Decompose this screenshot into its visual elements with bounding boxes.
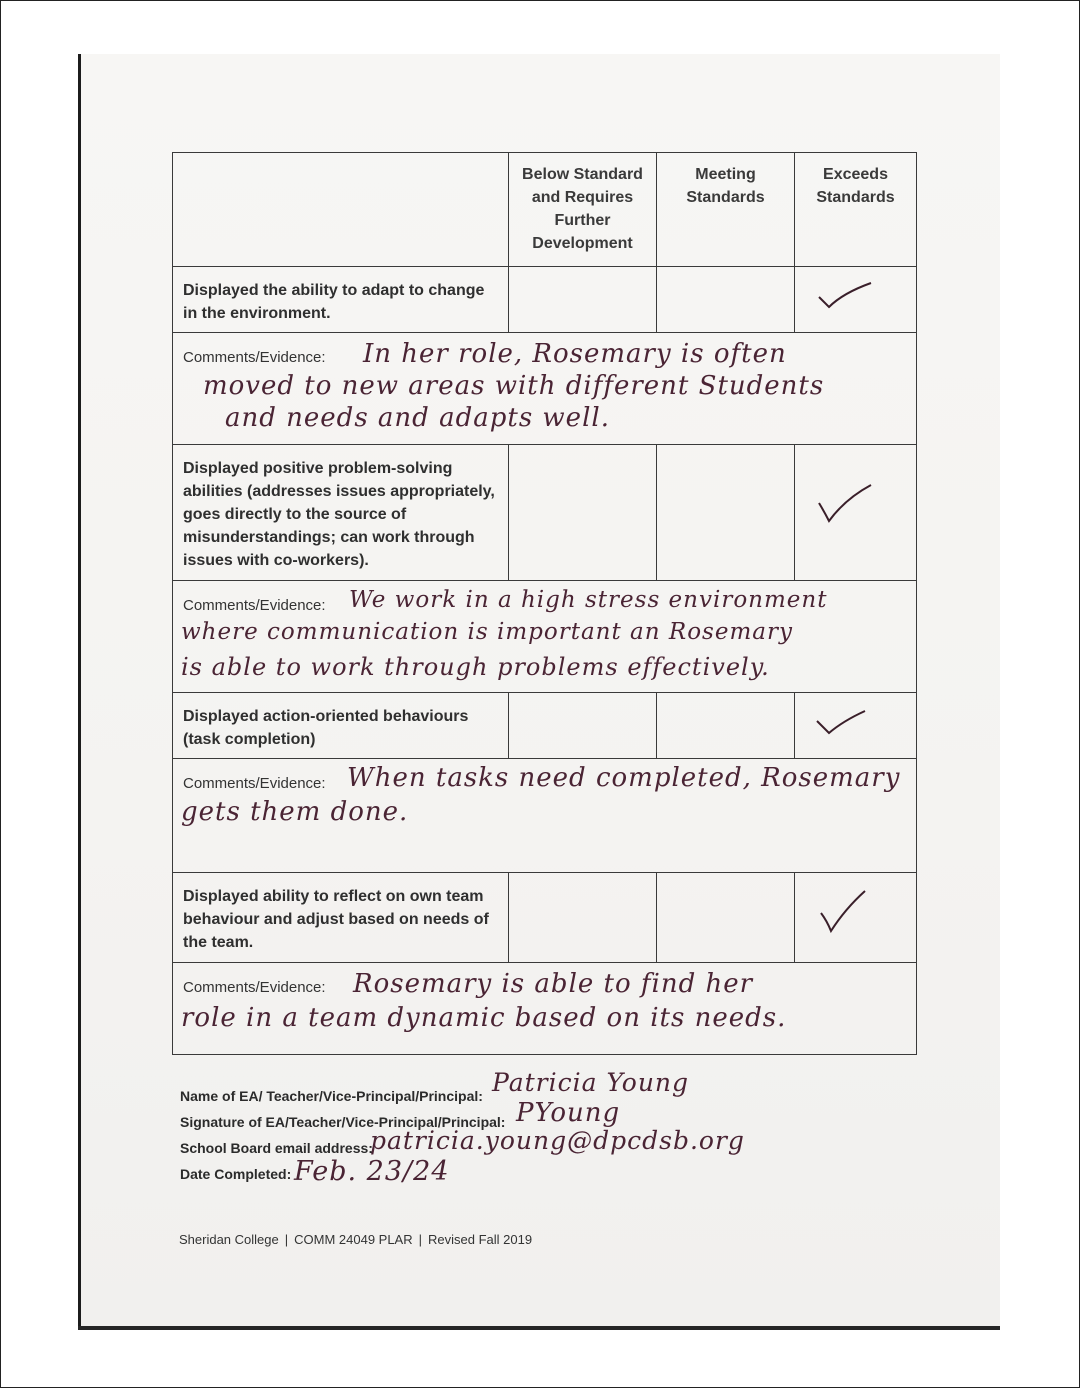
checkmark-icon	[813, 481, 883, 529]
table-row	[173, 445, 917, 581]
header-meeting-standards: Meeting Standards	[657, 153, 795, 267]
date-row	[180, 1156, 450, 1187]
checkmark-icon	[813, 703, 883, 743]
footer-college: Sheridan College	[179, 1232, 279, 1247]
exceeds-cell	[795, 693, 917, 759]
comment-line: Rosemary is able to find her	[353, 969, 754, 999]
comment-cell	[173, 333, 917, 445]
below-cell	[509, 445, 657, 581]
name-row	[180, 1068, 690, 1104]
meeting-cell	[657, 267, 795, 333]
exceeds-cell	[795, 267, 917, 333]
criterion-text: Displayed action-oriented behaviours (task completion)	[173, 693, 509, 759]
comment-line: role in a team dynamic based on its needs.	[181, 1003, 787, 1033]
comment-line: moved to new areas with different Students	[203, 371, 825, 401]
table-row	[173, 693, 917, 759]
comment-line: gets them done.	[181, 797, 409, 827]
paper-edge	[78, 54, 81, 1330]
comment-cell	[173, 581, 917, 693]
comment-line: where communication is important an Rosemary	[181, 619, 793, 645]
comment-cell	[173, 759, 917, 873]
comment-line: is able to work through problems effectively.	[181, 653, 770, 681]
table-row	[173, 873, 917, 963]
comment-label: Comments/Evidence:	[183, 349, 326, 366]
criterion-text: Displayed ability to reflect on own team behaviour and adjust based on needs of the team.	[173, 873, 509, 963]
meeting-cell	[657, 873, 795, 963]
comment-line: In her role, Rosemary is often	[363, 339, 787, 369]
footer-course: COMM 24049 PLAR	[294, 1232, 413, 1247]
exceeds-cell	[795, 873, 917, 963]
criterion-text: Displayed positive problem-solving abilities (addresses issues appropriately, goes directly to the source of misunderstandings; can work through issues with co-workers).	[173, 445, 509, 581]
comment-row	[173, 581, 917, 693]
date-value: Feb. 23/24	[294, 1156, 450, 1187]
footer-revision: Revised Fall 2019	[428, 1232, 533, 1247]
name-value: Patricia Young	[492, 1068, 690, 1097]
criterion-text: Displayed the ability to adapt to change in the environment.	[173, 267, 509, 333]
paper-edge	[78, 1326, 1000, 1330]
below-cell	[509, 873, 657, 963]
evaluation-table	[172, 152, 917, 1055]
comment-line: We work in a high stress environment	[349, 587, 828, 613]
meeting-cell	[657, 445, 795, 581]
checkmark-icon	[813, 277, 883, 317]
meeting-cell	[657, 693, 795, 759]
header-below-standard: Below Standard and Requires Further Development	[509, 153, 657, 267]
comment-row	[173, 333, 917, 445]
comment-line: and needs and adapts well.	[225, 403, 610, 433]
comment-row	[173, 759, 917, 873]
signature-value: PYoung	[516, 1098, 621, 1128]
blank-header-cell	[173, 153, 509, 267]
email-label: School Board email address:	[180, 1140, 373, 1156]
comment-line: When tasks need completed, Rosemary	[347, 763, 901, 793]
page-footer: Sheridan College | COMM 24049 PLAR | Revised Fall 2019	[179, 1232, 533, 1247]
date-label: Date Completed:	[180, 1166, 292, 1182]
below-cell	[509, 267, 657, 333]
table-row	[173, 267, 917, 333]
comment-label: Comments/Evidence:	[183, 775, 326, 792]
comment-row	[173, 963, 917, 1055]
email-row	[180, 1126, 745, 1156]
signature-label: Signature of EA/Teacher/Vice-Principal/Principal:	[180, 1114, 506, 1130]
comment-label: Comments/Evidence:	[183, 979, 326, 996]
name-label: Name of EA/ Teacher/Vice-Principal/Principal:	[180, 1088, 483, 1104]
header-exceeds-standards: Exceeds Standards	[795, 153, 917, 267]
email-value: patricia.young@dpcdsb.org	[370, 1126, 745, 1155]
comment-label: Comments/Evidence:	[183, 597, 326, 614]
table-header-row	[173, 153, 917, 267]
comment-cell	[173, 963, 917, 1055]
exceeds-cell	[795, 445, 917, 581]
below-cell	[509, 693, 657, 759]
checkmark-icon	[813, 887, 883, 939]
